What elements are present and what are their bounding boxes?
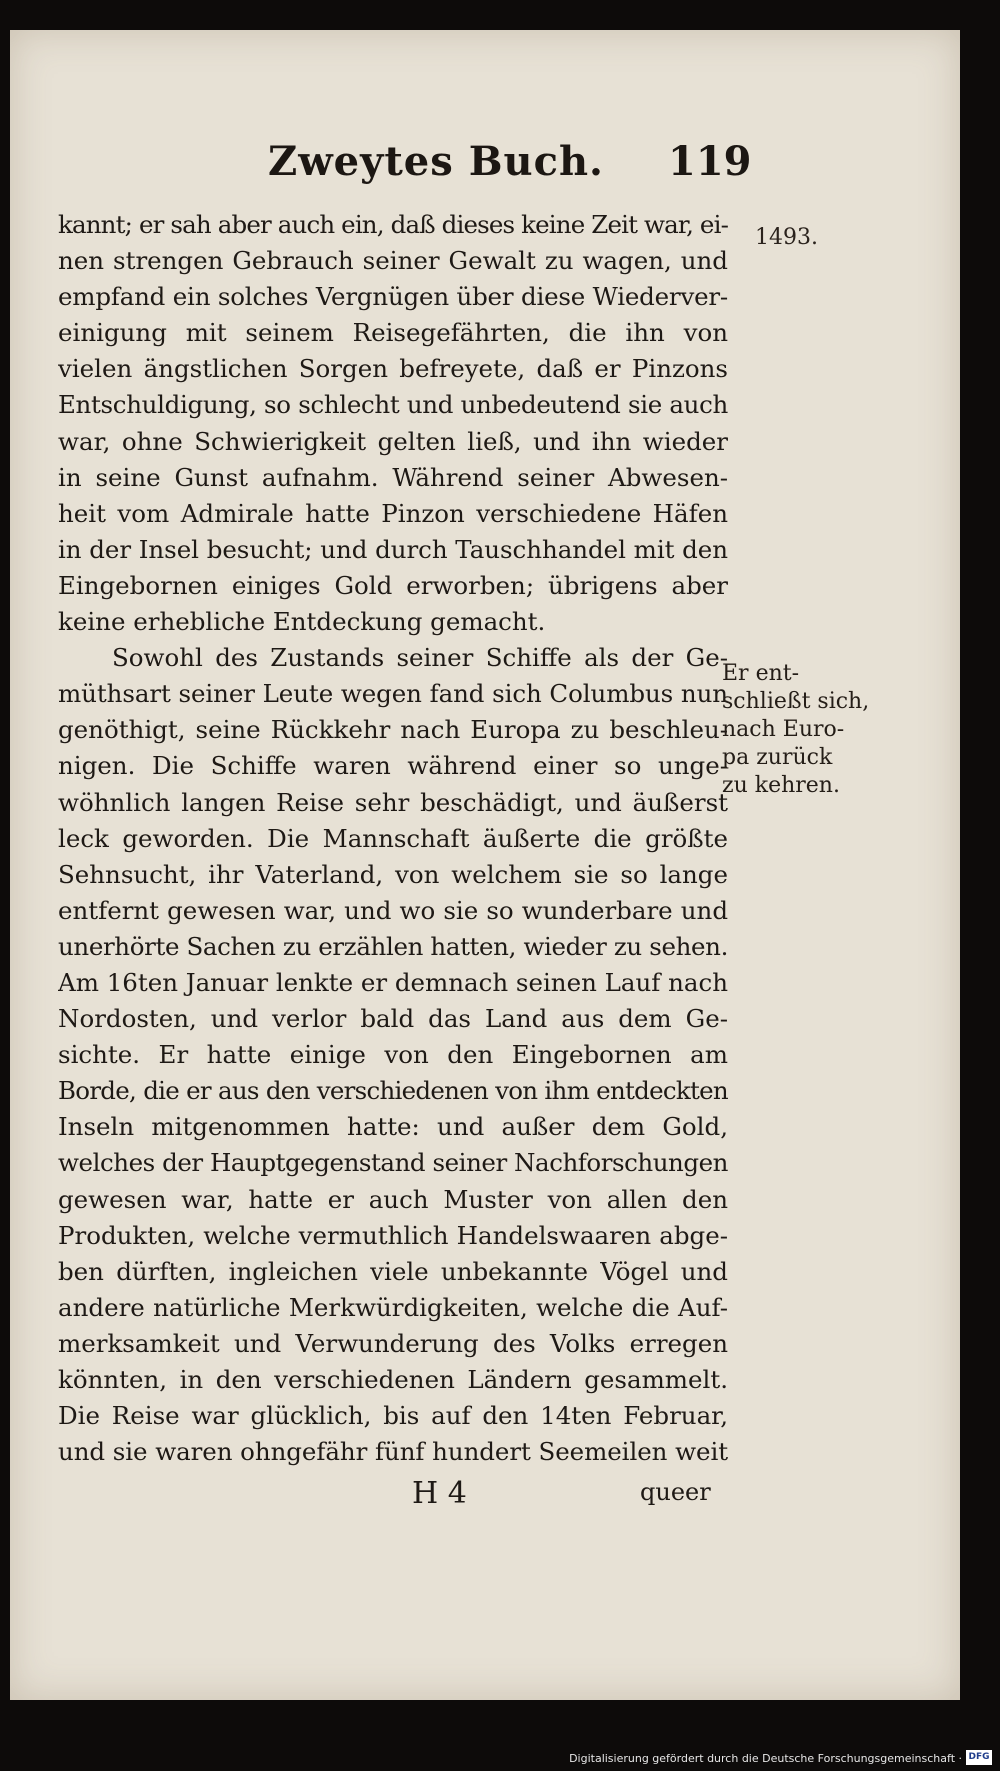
text-line: leck geworden. Die Mannschaft äußerte die größte [58,823,728,853]
marginal-note-line: Er ent- [722,661,800,686]
text-line: wöhnlich langen Reise sehr beschädigt, und äußerst [58,787,728,817]
text-line: kannt; er sah aber auch ein, daß dieses keine Zeit war, ei- [58,210,728,239]
text-line: welches der Hauptgegenstand seiner Nachforschungen [58,1148,728,1178]
text-line: nigen. Die Schiffe waren während einer so unge- [58,751,728,781]
text-line: genöthigt, seine Rückkehr nach Europa zu beschleu- [58,715,728,745]
body-text [58,207,728,1470]
text-line: keine erhebliche Entdeckung gemacht. [58,607,546,637]
text-line: war, ohne Schwierigkeit gelten ließ, und ihn wieder [58,426,728,456]
digitization-credit: Digitalisierung gefördert durch die Deutsche Forschungsgemeinschaft · [569,1752,962,1765]
text-line: empfand ein solches Vergnügen über diese Wiederver- [58,282,728,312]
text-line: heit vom Admirale hatte Pinzon verschiedene Häfen [58,498,728,528]
text-line: unerhörte Sachen zu erzählen hatten, wieder zu sehen. [58,931,728,961]
text-line: Inseln mitgenommen hatte: und außer dem Gold, [58,1112,728,1142]
text-line: merksamkeit und Verwunderung des Volks erregen [58,1328,728,1358]
text-line: Borde, die er aus den verschiedenen von ihm entdeckten [58,1076,728,1106]
dfg-logo: DFG [966,1750,992,1765]
text-line: in der Insel besucht; und durch Tauschhandel mit den [58,534,728,564]
text-line: Entschuldigung, so schlecht und unbedeutend sie auch [58,390,728,420]
text-line: könnten, in den verschiedenen Ländern gesammelt. [58,1365,728,1394]
text-line: müthsart seiner Leute wegen fand sich Columbus nun [58,679,728,709]
text-line: Nordosten, und verlor bald das Land aus dem Ge- [58,1004,728,1034]
text-line: einigung mit seinem Reisegefährten, die ihn von [58,318,728,348]
text-line: nen strengen Gebrauch seiner Gewalt zu wagen, und [58,246,728,276]
paragraph-first-line: Sowohl des Zustands seiner Schiffe als der Ge- [112,643,728,673]
catchword: queer [640,1478,711,1506]
text-line: Produkten, welche vermuthlich Handelswaaren abge- [58,1220,728,1250]
text-line: Eingebornen einiges Gold erworben; übrigens aber [58,570,728,600]
marginal-note-line: schließt sich, [722,689,870,714]
text-line: und sie waren ohngefähr fünf hundert Seemeilen weit [58,1437,728,1467]
text-line: andere natürliche Merkwürdigkeiten, welche die Auf- [58,1292,728,1322]
text-line: Am 16ten Januar lenkte er demnach seinen Lauf nach [58,967,728,997]
marginal-note-line: zu kehren. [722,773,840,798]
text-line: vielen ängstlichen Sorgen befreyete, daß er Pinzons [58,354,728,384]
text-line: Sehnsucht, ihr Vaterland, von welchem sie so lange [58,859,728,889]
marginal-note-line: pa zurück [722,745,833,770]
marginal-note-line: nach Euro- [722,717,845,742]
signature-mark: H 4 [412,1476,467,1511]
marginal-year: 1493. [755,225,818,250]
running-head: Zweytes Buch. [268,138,604,185]
text-line: Die Reise war glücklich, bis auf den 14ten Februar, [58,1401,728,1431]
text-line: ben dürften, ingleichen viele unbekannte Vögel und [58,1256,728,1286]
marginal-note [722,660,869,800]
text-line: sichte. Er hatte einige von den Eingebornen am [58,1040,728,1070]
page-number: 119 [668,138,752,185]
text-line: entfernt gewesen war, und wo sie so wunderbare und [58,895,728,925]
text-line: in seine Gunst aufnahm. Während seiner Abwesen- [58,462,728,492]
text-line: gewesen war, hatte er auch Muster von allen den [58,1184,728,1214]
